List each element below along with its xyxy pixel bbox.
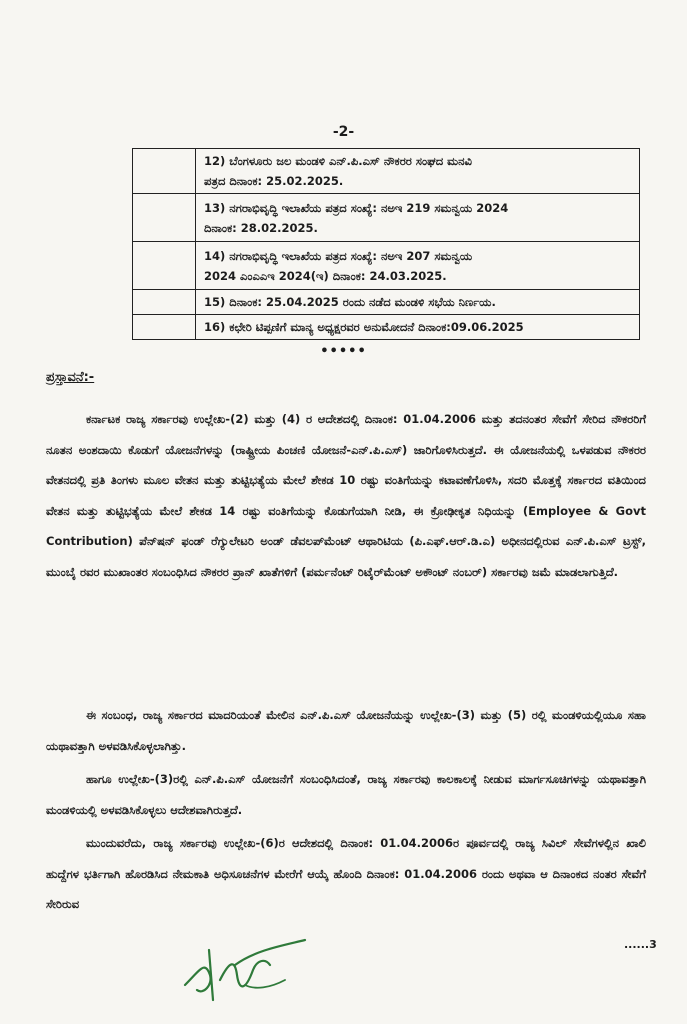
section-heading: ಪ್ರಸ್ತಾವನೆ:- [46,370,95,385]
paragraph [46,828,646,920]
page-number: -2- [332,124,355,140]
reference-row [133,242,640,290]
reference-row [133,149,640,194]
reference-line: ದಿನಾಂಕ: 28.02.2025. [204,220,318,235]
paragraph [46,700,646,761]
reference-line: 12) ಬೆಂಗಳೂರು ಜಲ ಮಂಡಳಿ ಎನ್.ಪಿ.ಎಸ್ ನೌಕರರ ಸಂಘದ ಮನವಿ [204,154,472,168]
reference-item [196,194,640,242]
reference-line: ಪತ್ರದ ದಿನಾಂಕ: 25.02.2025. [204,174,344,188]
reference-row [133,194,640,242]
reference-item [196,315,640,340]
reference-line: 2024 ಎಂಎಎಇ 2024(ಇ) ದಿನಾಂಕ: 24.03.2025. [204,268,447,283]
reference-row [133,290,640,315]
reference-line: 13) ನಗರಾಭಿವೃದ್ಧಿ ಇಲಾಖೆಯ ಪತ್ರದ ಸಂಖ್ಯೆ: ನಅಇ 219 ಸಮನ್ವಯ 2024 [204,200,509,215]
reference-line: 16) ಕಛೇರಿ ಟಿಪ್ಪಣಿಗೆ ಮಾನ್ಯ ಅಧ್ಯಕ್ಷರವರ ಅನುಮೋದನೆ ದಿನಾಂಕ:09.06.2025 [204,320,524,334]
reference-line: 14) ನಗರಾಭಿವೃದ್ಧಿ ಇಲಾಖೆಯ ಪತ್ರದ ಸಂಖ್ಯೆ: ನಅಇ 207 ಸಮನ್ವಯ [204,248,473,263]
references-table [132,148,640,340]
reference-item [196,242,640,290]
separator: ••••• [320,344,367,359]
paragraph [46,404,646,587]
reference-line: 15) ದಿನಾಂಕ: 25.04.2025 ರಂದು ನಡೆದ ಮಂಡಳಿ ಸಭೆಯ ನಿರ್ಣಯ. [204,295,496,309]
continued-page-marker: ......3 [624,938,657,951]
paragraph-text: ಈ ಸಂಬಂಧ, ರಾಜ್ಯ ಸರ್ಕಾರದ ಮಾದರಿಯಂತೆ ಮೇಲಿನ ಎನ್.ಪಿ.ಎಸ್ ಯೋಜನೆಯನ್ನು ಉಲ್ಲೇಖ-(3) ಮತ್ತು (5) ರಲ್ಲಿ ಮಂಡಳಿಯಲ್ಲಿಯೂ ಸಹಾ ಯಥಾವತ್ತಾಗಿ ಅಳವಡಿಸಿಕೊಳ್ಳಲಾಗಿತ್ತು. [46,708,646,753]
paragraph-text: ಹಾಗೂ ಉಲ್ಲೇಖ-(3)ರಲ್ಲಿ ಎನ್.ಪಿ.ಎಸ್ ಯೋಜನೆಗೆ ಸಂಬಂಧಿಸಿದಂತೆ, ರಾಜ್ಯ ಸರ್ಕಾರವು ಕಾಲಕಾಲಕ್ಕೆ ನೀಡುವ ಮಾರ್ಗಸೂಚಿಗಳನ್ನು ಯಥಾವತ್ತಾಗಿ ಮಂಡಳಿಯಲ್ಲಿ ಅಳವಡಿಸಿಕೊಳ್ಳಲು ಆದೇಶವಾಗಿರುತ್ತದೆ. [46,772,646,817]
signature-icon [175,930,315,1010]
paragraph [46,764,646,825]
reference-item [196,290,640,315]
reference-item [196,149,640,194]
reference-row [133,315,640,340]
paragraph-text: ಮುಂದುವರೆದು, ರಾಜ್ಯ ಸರ್ಕಾರವು ಉಲ್ಲೇಖ-(6)ರ ಆದೇಶದಲ್ಲಿ ದಿನಾಂಕ: 01.04.2006ರ ಪೂರ್ವದಲ್ಲಿ ರಾಜ್ಯ ಸಿವಿಲ್ ಸೇವೆಗಳಲ್ಲಿನ ಖಾಲಿ ಹುದ್ದೆಗಳ ಭರ್ತಿಗಾಗಿ ಹೊರಡಿಸಿದ ನೇಮಕಾತಿ ಅಧಿಸೂಚನೆಗಳ ಮೇರೆಗೆ ಆಯ್ಕೆ ಹೊಂದಿ ದಿನಾಂಕ: 01.04.2006 ರಂದು ಅಥವಾ ಆ ದಿನಾಂಕದ ನಂತರ ಸೇವೆಗೆ ಸೇರಿರುವ [46,836,646,911]
paragraph-text: ಕರ್ನಾಟಕ ರಾಜ್ಯ ಸರ್ಕಾರವು ಉಲ್ಲೇಖ-(2) ಮತ್ತು (4) ರ ಆದೇಶದಲ್ಲಿ ದಿನಾಂಕ: 01.04.2006 ಮತ್ತು ತದನಂತರ ಸೇವೆಗೆ ಸೇರಿದ ನೌಕರರಿಗೆ ನೂತನ ಅಂಶದಾಯಿ ಕೊಡುಗೆ ಯೋಜನೆಗಳನ್ನು (ರಾಷ್ಟ್ರೀಯ ಪಿಂಚಣಿ ಯೋಜನೆ-ಎನ್.ಪಿ.ಎಸ್) ಜಾರಿಗೊಳಿಸಿರುತ್ತದೆ. ಈ ಯೋಜನೆಯಲ್ಲಿ ಒಳಪಡುವ ನೌಕರರ ವೇತನದಲ್ಲಿ ಪ್ರತಿ ತಿಂಗಳು ಮೂಲ ವೇತನ ಮತ್ತು ತುಟ್ಟಿಭತ್ಯೆಯ ಮೇಲೆ ಶೇಕಡ 10 ರಷ್ಟು ವಂತಿಗೆಯನ್ನು ಕಟಾವಣೆಗೊಳಿಸಿ, ಸದರಿ ಮೊತ್ತಕ್ಕೆ ಸರ್ಕಾರದ ವತಿಯಿಂದ ವೇತನ ಮತ್ತು ತುಟ್ಟಿಭತ್ಯೆಯ ಮೇಲೆ ಶೇಕಡ 14 ರಷ್ಟು ವಂತಿಗೆಯನ್ನು ಕೊಡುಗೆಯಾಗಿ ನೀಡಿ, ಈ ಕ್ರೋಢೀಕೃತ ನಿಧಿಯನ್ನು (Employee & Govt Contribution) ಪೆನ್‌ಷನ್ ಫಂಡ್ ರೆಗ್ಯುಲೇಟರಿ ಅಂಡ್ ಡೆವಲಪ್‌ಮೆಂಟ್ ಆಥಾರಿಟಿಯ (ಪಿ.ಎಫ್.ಆರ್.ಡಿ.ಎ) ಅಧೀನದಲ್ಲಿರುವ ಎನ್.ಪಿ.ಎಸ್ ಟ್ರಸ್ಟ್, ಮುಂಬೈ ರವರ ಮುಖಾಂತರ ಸಂಬಂಧಿಸಿದ ನೌಕರರ ಪ್ರಾನ್ ಖಾತೆಗಳಿಗೆ (ಪರ್ಮನೆಂಟ್ ರಿಟೈರ್‌ಮೆಂಟ್ ಅಕೌಂಟ್ ನಂಬರ್) ಸರ್ಕಾರವು ಜಮೆ ಮಾಡಲಾಗುತ್ತಿದೆ. [46,412,646,579]
